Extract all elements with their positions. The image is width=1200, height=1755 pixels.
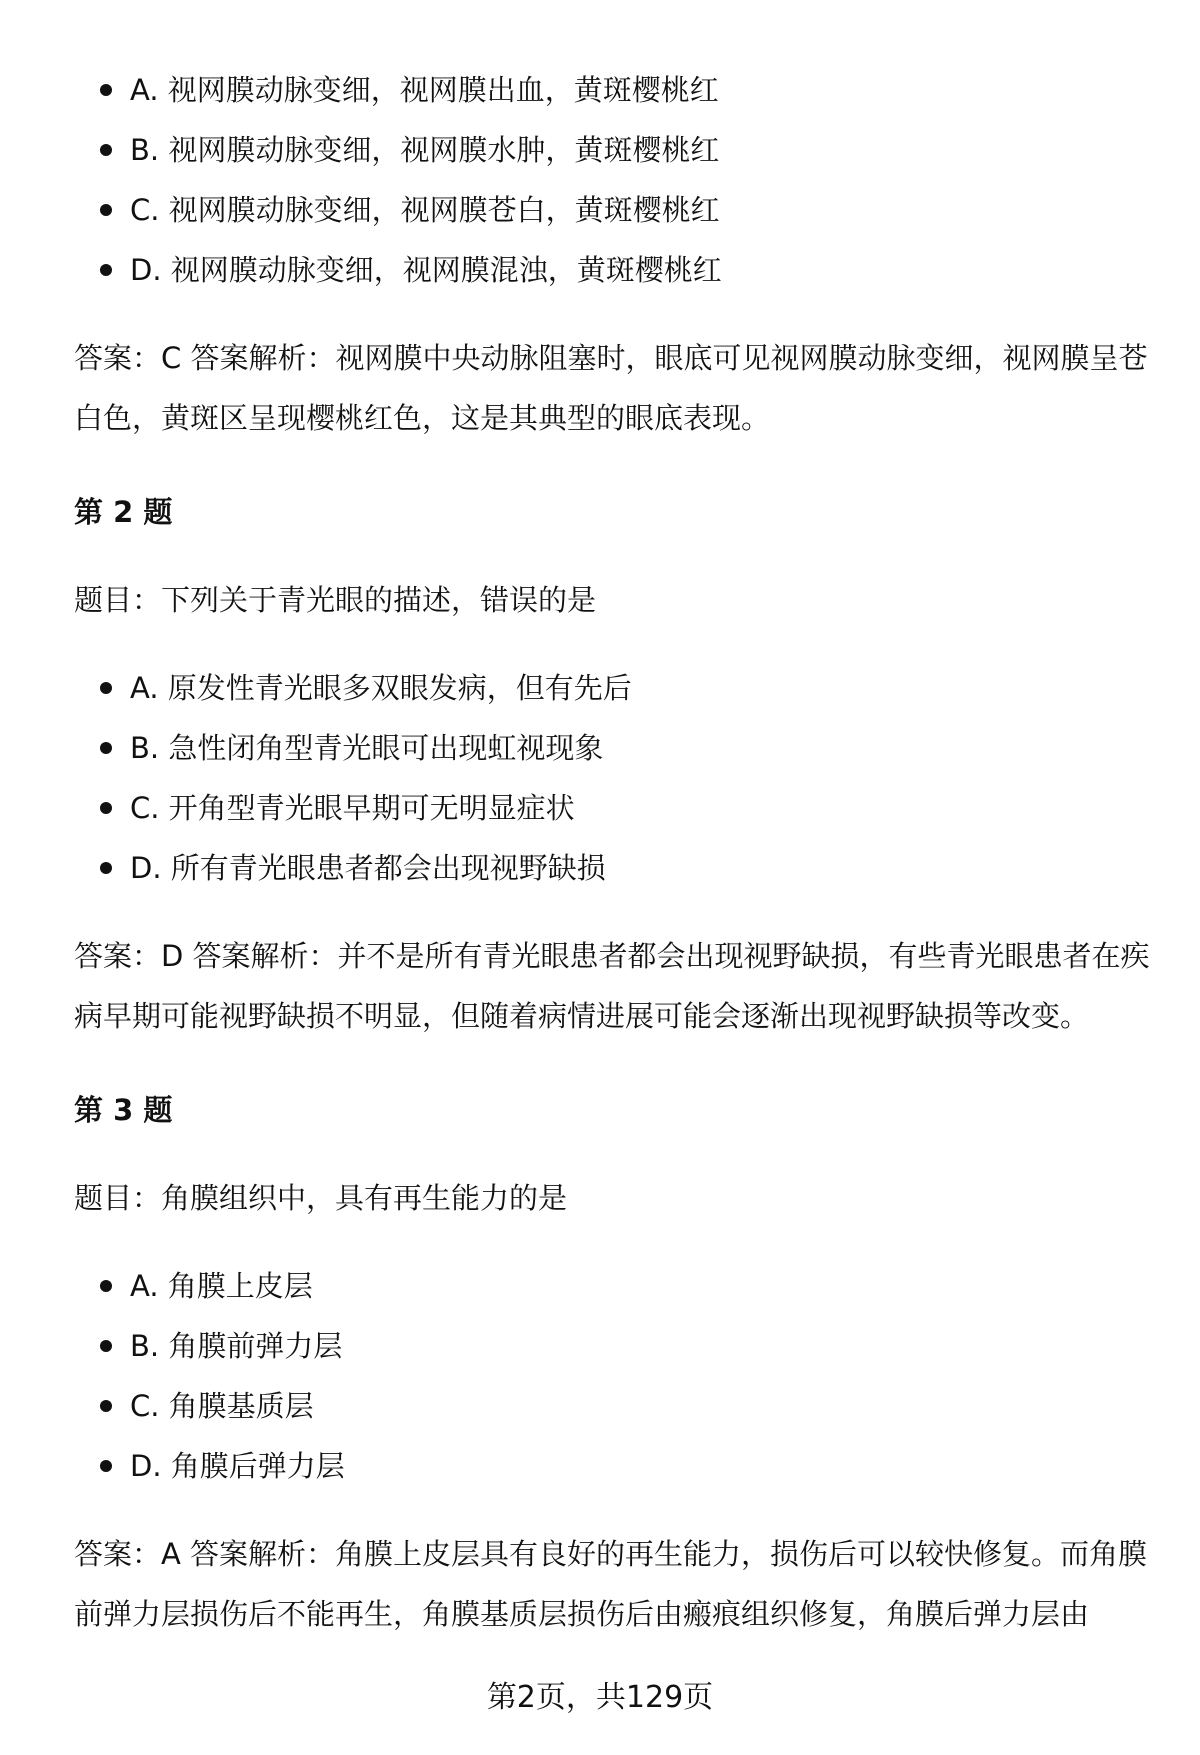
q2-option-c <box>74 778 1154 838</box>
bullet-icon <box>100 742 112 754</box>
bullet-icon <box>100 1340 112 1352</box>
option-text: D. 所有青光眼患者都会出现视野缺损 <box>130 851 606 885</box>
q2-options-list <box>74 658 1154 898</box>
q1-option-b <box>74 120 1154 180</box>
q2-question: 题目：下列关于青光眼的描述，错误的是 <box>74 583 597 617</box>
bullet-icon <box>100 682 112 694</box>
bullet-icon <box>100 144 112 156</box>
option-text: C. 视网膜动脉变细，视网膜苍白，黄斑樱桃红 <box>130 193 720 227</box>
option-text: A. 原发性青光眼多双眼发病，但有先后 <box>130 671 632 705</box>
q1-options-list <box>74 60 1154 300</box>
page-content <box>74 60 1154 1644</box>
bullet-icon <box>100 862 112 874</box>
option-text: D. 视网膜动脉变细，视网膜混浊，黄斑樱桃红 <box>130 253 722 287</box>
q3-option-b <box>74 1316 1154 1376</box>
option-text: B. 视网膜动脉变细，视网膜水肿，黄斑樱桃红 <box>130 133 720 167</box>
q1-option-c <box>74 180 1154 240</box>
option-text: C. 角膜基质层 <box>130 1389 314 1423</box>
q2-option-a <box>74 658 1154 718</box>
bullet-icon <box>100 1280 112 1292</box>
option-text: B. 急性闭角型青光眼可出现虹视现象 <box>130 731 604 765</box>
option-text: D. 角膜后弹力层 <box>130 1449 345 1483</box>
option-text: C. 开角型青光眼早期可无明显症状 <box>130 791 575 825</box>
page-number: 第2页，共129页 <box>486 1680 714 1715</box>
q3-option-c <box>74 1376 1154 1436</box>
q3-heading: 第 3 题 <box>74 1093 173 1127</box>
q3-answer: 答案：A 答案解析：角膜上皮层具有良好的再生能力，损伤后可以较快修复。而角膜前弹力层损伤后不能再生，角膜基质层损伤后由瘢痕组织修复，角膜后弹力层由 <box>74 1537 1148 1631</box>
option-text: B. 角膜前弹力层 <box>130 1329 343 1363</box>
option-text: A. 角膜上皮层 <box>130 1269 313 1303</box>
q3-question: 题目：角膜组织中，具有再生能力的是 <box>74 1181 568 1215</box>
q2-option-b <box>74 718 1154 778</box>
bullet-icon <box>100 802 112 814</box>
bullet-icon <box>100 84 112 96</box>
bullet-icon <box>100 1400 112 1412</box>
q2-heading: 第 2 题 <box>74 495 173 529</box>
q1-answer: 答案：C 答案解析：视网膜中央动脉阻塞时，眼底可见视网膜动脉变细，视网膜呈苍白色，黄斑区呈现樱桃红色，这是其典型的眼底表现。 <box>74 341 1148 435</box>
bullet-icon <box>100 264 112 276</box>
q1-option-a <box>74 60 1154 120</box>
option-text: A. 视网膜动脉变细，视网膜出血，黄斑樱桃红 <box>130 73 719 107</box>
q3-options-list <box>74 1256 1154 1496</box>
q3-option-d <box>74 1436 1154 1496</box>
q2-option-d <box>74 838 1154 898</box>
bullet-icon <box>100 1460 112 1472</box>
q3-option-a <box>74 1256 1154 1316</box>
q1-option-d <box>74 240 1154 300</box>
q2-answer: 答案：D 答案解析：并不是所有青光眼患者都会出现视野缺损，有些青光眼患者在疾病早期可能视野缺损不明显，但随着病情进展可能会逐渐出现视野缺损等改变。 <box>74 939 1150 1033</box>
bullet-icon <box>100 204 112 216</box>
